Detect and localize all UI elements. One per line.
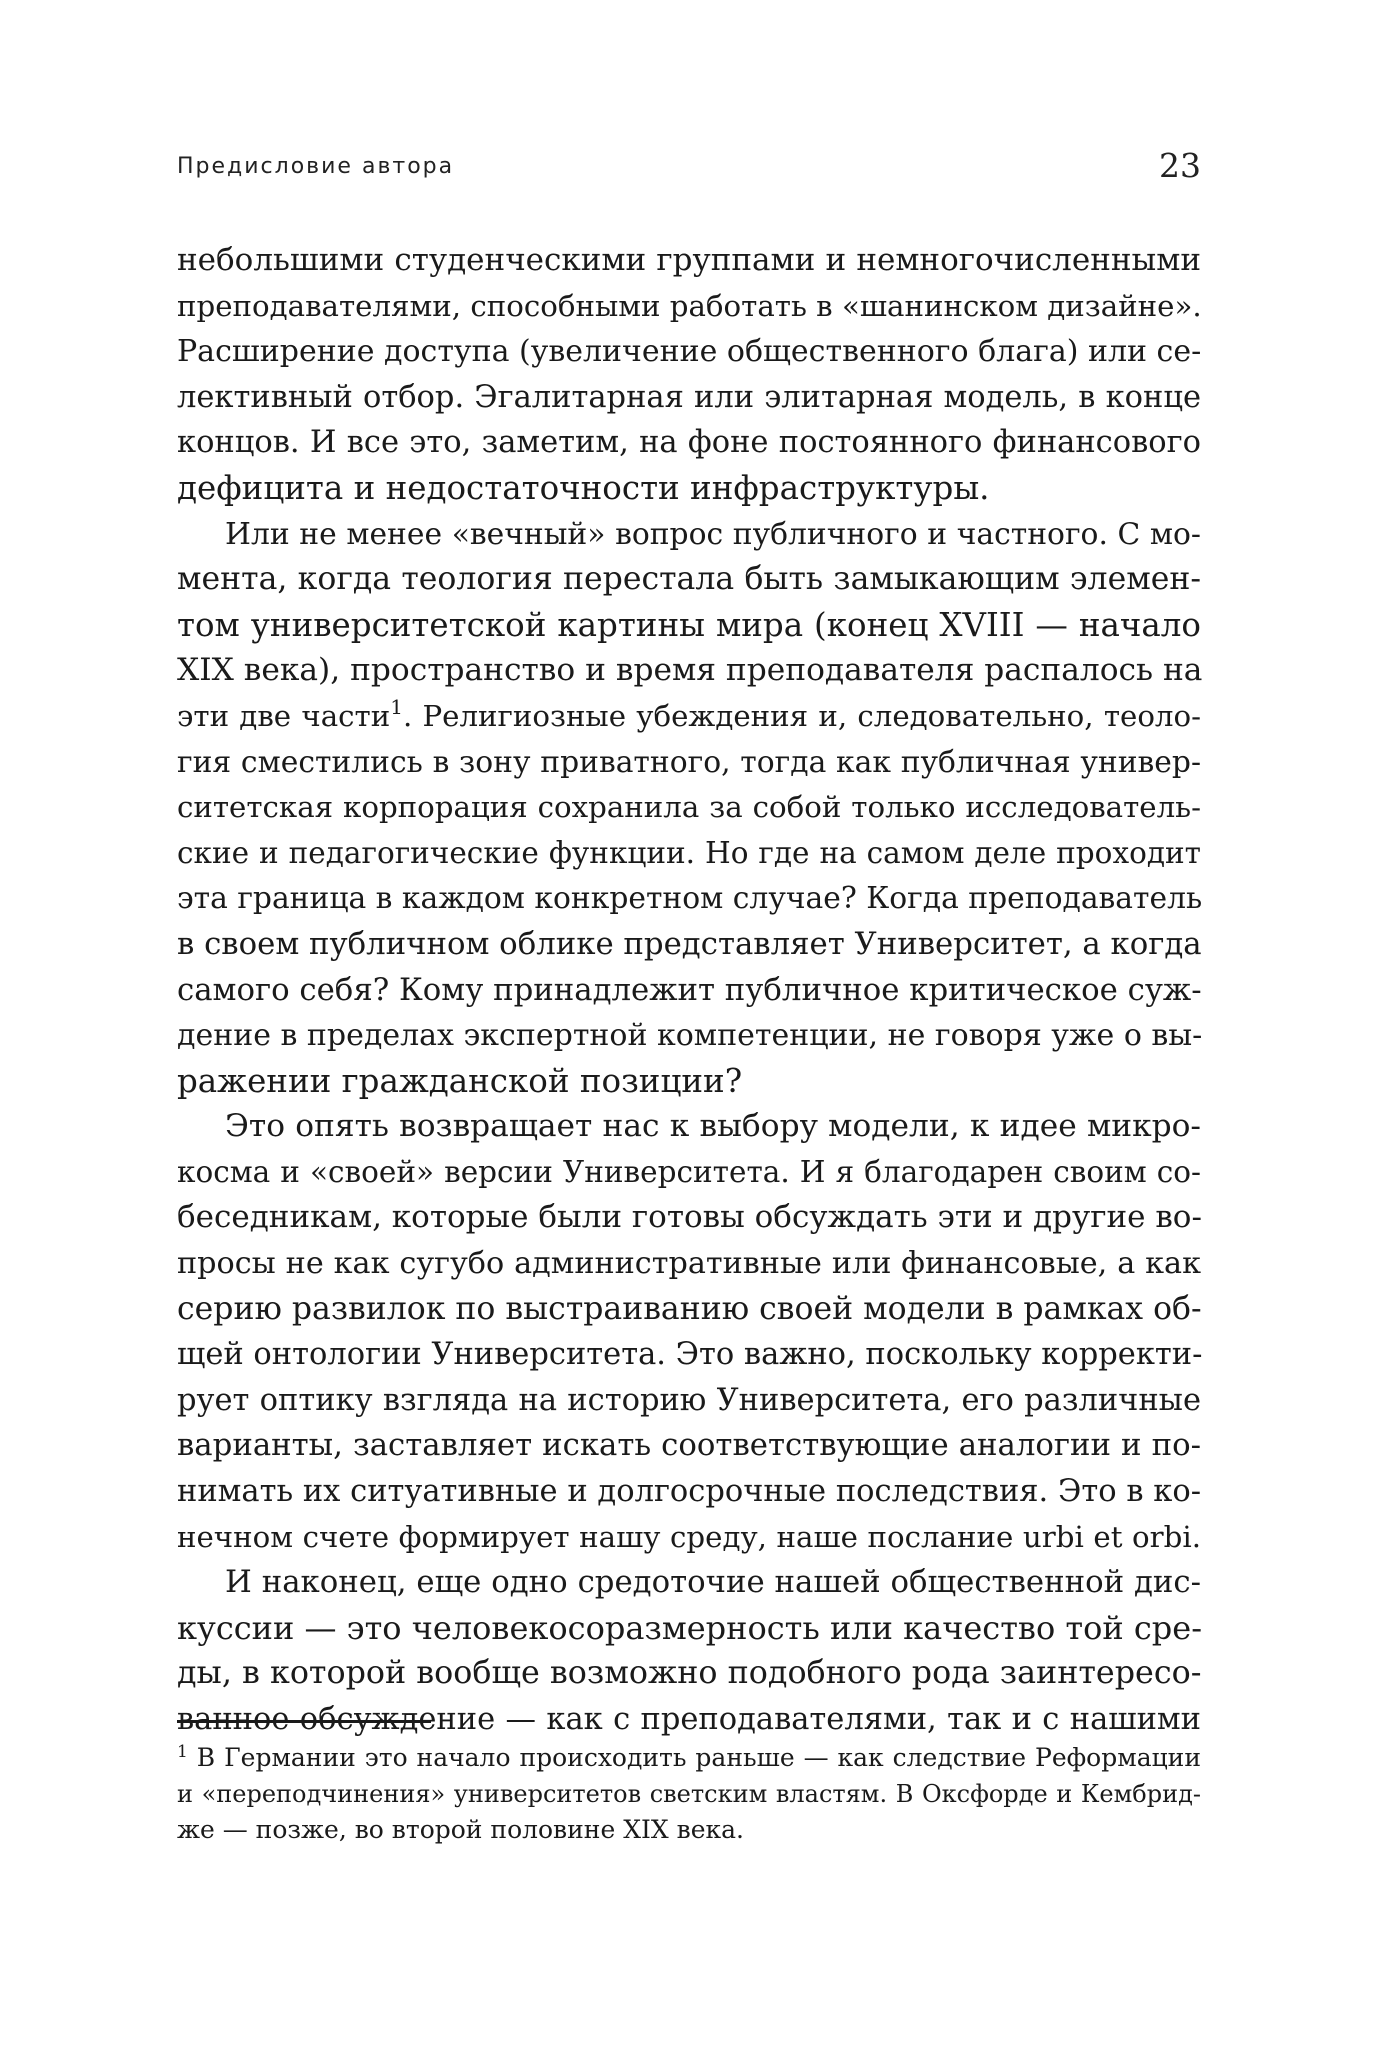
- text-line: ские и педагогические функции. Но где на самом деле проходит: [177, 835, 1201, 870]
- text-line: дефицита и недостаточности инфраструктуры.: [177, 468, 990, 507]
- footnote: [177, 1740, 1201, 1848]
- text-line: ванное обсуждение — как с преподавателями, так и с нашими: [177, 1702, 1201, 1737]
- footnote-line: [177, 1740, 1201, 1776]
- text-line: беседникам, которые были готовы обсуждать эти и другие во-: [177, 1199, 1202, 1236]
- text-line: небольшими студенческими группами и немногочисленными: [177, 242, 1201, 278]
- page-header: [177, 146, 1201, 190]
- text-line: в своем публичном облике представляет Университет, а когда: [177, 925, 1202, 962]
- text-line: концов. И все это, заметим, на фоне постоянного финансового: [177, 425, 1201, 461]
- text-line: Это опять возвращает нас к выбору модели, к идее микро-: [225, 1108, 1201, 1145]
- text-line: ражении гражданской позиции?: [177, 1061, 743, 1100]
- text-line: серию развилок по выстраиванию своей модели в рамках об-: [177, 1290, 1202, 1327]
- text-line: эта граница в каждом конкретном случае? Когда преподаватель: [177, 881, 1203, 917]
- text-line: преподавателями, способными работать в «шанинском дизайне».: [177, 288, 1202, 323]
- text-line: Или не менее «вечный» вопрос публичного и частного. С мо-: [225, 516, 1201, 552]
- text-line: том университетской картины мира (конец XVIII — начало: [177, 605, 1201, 644]
- text-line: косма и «своей» версии Университета. И я благодарен своим со-: [177, 1154, 1201, 1189]
- text-line: Расширение доступа (увеличение общественного блага) или се-: [177, 334, 1202, 370]
- text-line: самого себя? Кому принадлежит публичное критическое суж-: [177, 971, 1202, 1008]
- text-segment: В Германии это начало происходить раньше — как следствие Реформации: [196, 1743, 1201, 1772]
- main-text: [177, 238, 1201, 1743]
- footnote-marker: 1: [177, 1742, 188, 1762]
- text-line: лективный отбор. Эгалитарная или элитарная модель, в конце: [177, 379, 1201, 415]
- text-segment: . Религиозные убеждения и, следовательно, теоло-: [402, 698, 1202, 733]
- footnote-divider: [177, 1720, 431, 1723]
- text-line: ситетская корпорация сохранила за собой только исследователь-: [177, 790, 1201, 825]
- text-line: куссии — это человекосоразмерность или качество той сре-: [177, 1608, 1202, 1647]
- text-line: И наконец, еще одно средоточие нашей общественной дис-: [225, 1564, 1201, 1601]
- footnote-line: и «переподчинения» университетов светским властям. В Оксфорде и Кембрид-: [177, 1780, 1201, 1808]
- footnote-line: же — позже, во второй половине XIX века.: [177, 1815, 744, 1844]
- text-line: просы не как сугубо административные или финансовые, а как: [177, 1246, 1201, 1282]
- running-head: Предисловие автора: [177, 154, 455, 179]
- text-line: дение в пределах экспертной компетенции, не говоря уже о вы-: [177, 1018, 1203, 1054]
- text-line: нимать их ситуативные и долгосрочные последствия. Это в ко-: [177, 1474, 1201, 1510]
- text-line: мента, когда теология перестала быть замыкающим элемен-: [177, 561, 1201, 598]
- text-line: рует оптику взгляда на историю Университета, его различные: [177, 1382, 1201, 1418]
- page-number: 23: [1159, 146, 1201, 185]
- text-line: гия сместились в зону приватного, тогда как публичная универ-: [177, 744, 1201, 780]
- text-line: варианты, заставляет искать соответствующие аналогии и по-: [177, 1427, 1201, 1464]
- text-line: ды, в которой вообще возможно подобного рода заинтересо-: [177, 1655, 1202, 1692]
- text-segment: эти две части: [177, 698, 391, 733]
- footnote-reference[interactable]: 1: [390, 694, 403, 719]
- text-line: XIX века), пространство и время преподавателя распалось на: [177, 652, 1203, 689]
- text-line: нечном счете формирует нашу среду, наше послание urbi et orbi.: [177, 1519, 1201, 1554]
- text-line: щей онтологии Университета. Это важно, поскольку корректи-: [177, 1337, 1203, 1373]
- text-line-with-footnote-ref: [177, 694, 1201, 740]
